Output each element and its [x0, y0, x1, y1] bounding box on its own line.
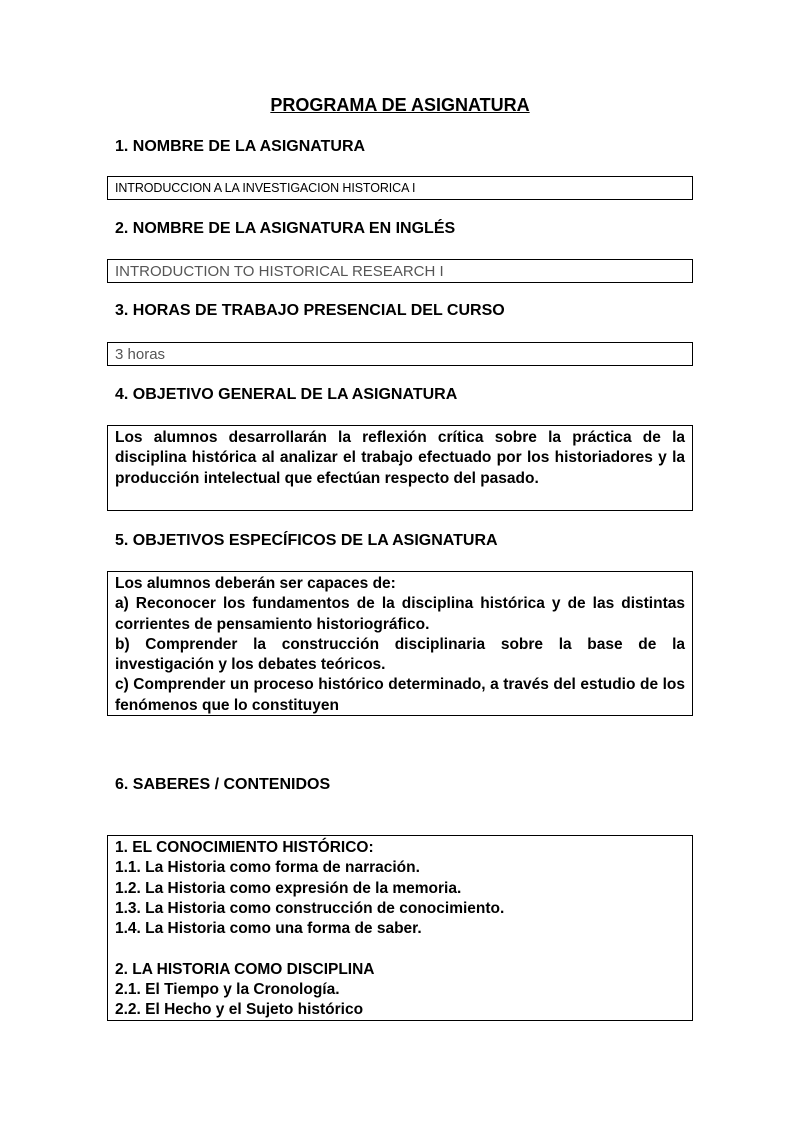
unit-2-item: 2.1. El Tiempo y la Cronología. [115, 981, 340, 999]
specific-objective-item: c) Comprender un proceso histórico determinado, a través del estudio de los fenómenos que lo constituyen [115, 676, 685, 714]
page-title: PROGRAMA DE ASIGNATURA [270, 95, 530, 115]
section-3-heading: 3. HORAS DE TRABAJO PRESENCIAL DEL CURSO [115, 302, 505, 319]
unit-1-item: 1.4. La Historia como una forma de saber. [115, 920, 422, 938]
unit-1-item: 1.1. La Historia como forma de narración. [115, 859, 420, 877]
section-2-heading: 2. NOMBRE DE LA ASIGNATURA EN INGLÉS [115, 220, 456, 237]
specific-objective-item: b) Comprender la construcción disciplinaria sobre la base de la investigación y los debates teóricos. [115, 635, 685, 674]
specific-objective-item: a) Reconocer los fundamentos de la disciplina histórica y de las distintas corrientes de pensamiento historiográfico. [115, 595, 685, 633]
specific-objectives-intro: Los alumnos deberán ser capaces de: [115, 575, 396, 592]
section-1-heading: 1. NOMBRE DE LA ASIGNATURA [115, 138, 366, 155]
general-objective-text: Los alumnos desarrollarán la reflexión crítica sobre la práctica de la disciplina histórica al analizar el trabajo efectuado por los historiadores y la producción intelectual que efectúan respecto del pasado. [115, 429, 685, 487]
contact-hours-box: 3 horas [107, 342, 693, 366]
course-name-box: INTRODUCCION A LA INVESTIGACION HISTORICA I [107, 176, 693, 200]
unit-1-item: 1.2. La Historia como expresión de la memoria. [115, 879, 462, 897]
spacer [115, 939, 685, 959]
course-name-english-box: INTRODUCTION TO HISTORICAL RESEARCH I [107, 259, 693, 283]
unit-2-title: 2. LA HISTORIA COMO DISCIPLINA [115, 960, 375, 978]
unit-1-item: 1.3. La Historia como construcción de conocimiento. [115, 899, 505, 917]
unit-2-item: 2.2. El Hecho y el Sujeto histórico [115, 1001, 364, 1019]
specific-objectives-box [107, 571, 693, 716]
section-4-heading: 4. OBJETIVO GENERAL DE LA ASIGNATURA [115, 386, 458, 403]
section-5-heading: 5. OBJETIVOS ESPECÍFICOS DE LA ASIGNATURA [115, 532, 498, 549]
section-6-heading: 6. SABERES / CONTENIDOS [115, 776, 331, 793]
unit-1-title: 1. EL CONOCIMIENTO HISTÓRICO: [115, 839, 374, 856]
general-objective-box [107, 425, 693, 511]
contents-box [107, 835, 693, 1021]
